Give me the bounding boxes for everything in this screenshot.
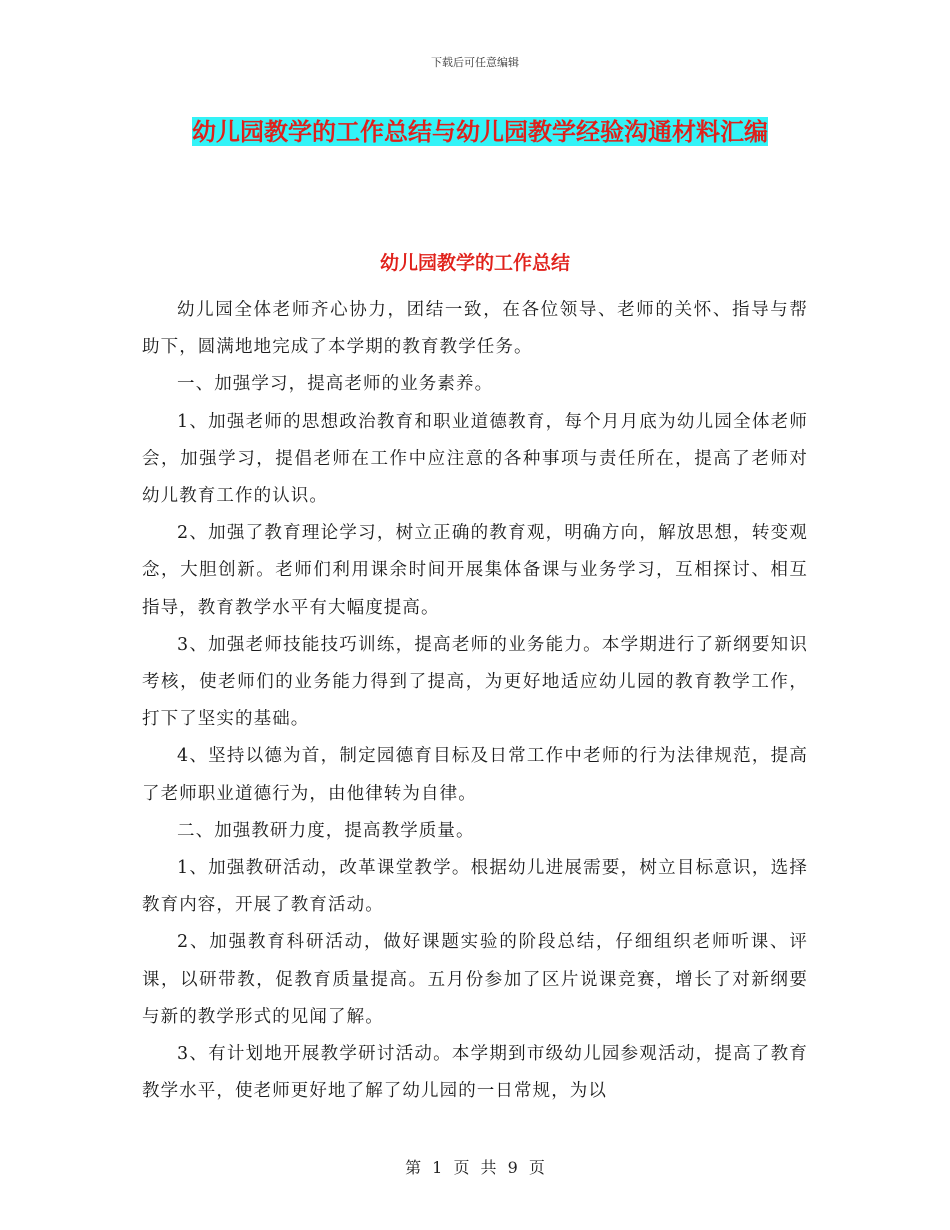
paragraph: 2、加强教育科研活动，做好课题实验的阶段总结，仔细组织老师听课、评课，以研带教，促教育质量提高。五月份参加了区片说课竞赛，增长了对新纲要与新的教学形式的见闻了解。 <box>142 932 808 1027</box>
paragraph: 1、加强教研活动，改革课堂教学。根据幼儿进展需要，树立目标意识，选择教育内容，开展了教育活动。 <box>142 858 808 916</box>
paragraph: 3、有计划地开展教学研讨活动。本学期到市级幼儿园参观活动，提高了教育教学水平，使老师更好地了解了幼儿园的一日常规，为以 <box>142 1044 808 1102</box>
paragraph: 2、加强了教育理论学习，树立正确的教育观，明确方向，解放思想，转变观念，大胆创新。老师们利用课余时间开展集体备课与业务学习，互相探讨、相互指导，教育教学水平有大幅度提高。 <box>142 523 808 618</box>
section-title: 幼儿园教学的工作总结 <box>379 252 570 274</box>
paragraph: 1、加强老师的思想政治教育和职业道德教育，每个月月底为幼儿园全体老师会，加强学习，提倡老师在工作中应注意的各种事项与责任所在，提高了老师对幼儿教育工作的认识。 <box>142 411 808 507</box>
document-title <box>150 110 810 154</box>
document-title-text: 幼儿园教学的工作总结与幼儿园教学经验沟通材料汇编 <box>192 117 768 146</box>
header-note: 下载后可任意编辑 <box>431 56 519 69</box>
body-text <box>142 292 808 1110</box>
paragraph: 二、加强教研力度，提高教学质量。 <box>177 820 475 841</box>
paragraph: 3、加强老师技能技巧训练，提高老师的业务能力。本学期进行了新纲要知识考核，使老师们的业务能力得到了提高，为更好地适应幼儿园的教育教学工作，打下了坚实的基础。 <box>142 634 808 730</box>
paragraph: 4、坚持以德为首，制定园德育目标及日常工作中老师的行为法律规范，提高了老师职业道德行为，由他律转为自律。 <box>142 746 808 804</box>
page-footer: 第 1 页 共 9 页 <box>405 1158 545 1177</box>
paragraph: 一、加强学习，提高老师的业务素养。 <box>177 374 494 395</box>
paragraph: 幼儿园全体老师齐心协力，团结一致，在各位领导、老师的关怀、指导与帮助下，圆满地地完成了本学期的教育教学任务。 <box>142 300 808 358</box>
